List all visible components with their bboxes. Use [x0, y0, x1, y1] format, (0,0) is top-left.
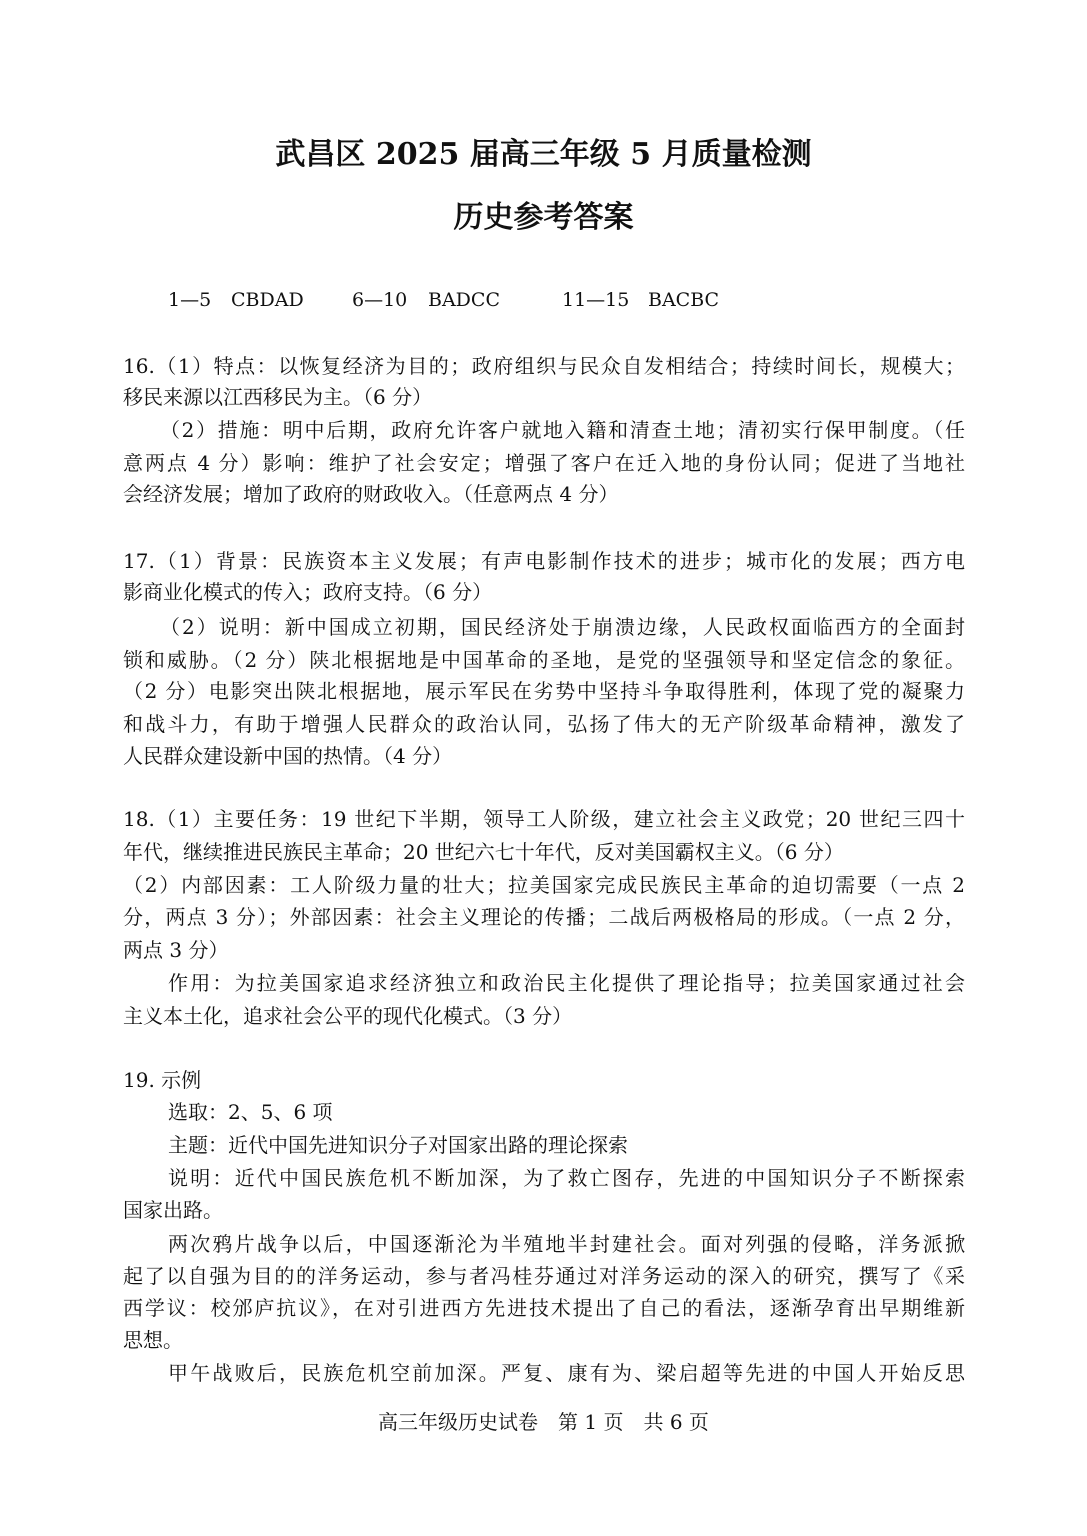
- text-line: 年代，继续推进民族民主革命；20 世纪六七十年代，反对美国霸权主义。（6 分）: [123, 840, 844, 864]
- text-line: 18.（1）主要任务：19 世纪下半期，领导工人阶级，建立社会主义政党；20 世纪三四十: [123, 807, 965, 831]
- answer-letters: BADCC: [428, 289, 500, 311]
- text-line: 主题：近代中国先进知识分子对国家出路的理论探索: [168, 1133, 628, 1157]
- text-line: 说明：近代中国民族危机不断加深，为了救亡图存，先进的中国知识分子不断探索: [168, 1166, 965, 1190]
- text-line: 起了以自强为目的的洋务运动，参与者冯桂芬通过对洋务运动的深入的研究，撰写了《采: [123, 1264, 965, 1288]
- text-line: 17.（1）背景：民族资本主义发展；有声电影制作技术的进步；城市化的发展；西方电: [123, 549, 965, 573]
- text-line: 影商业化模式的传入；政府支持。（6 分）: [123, 580, 493, 604]
- document-title: 武昌区 2025 届高三年级 5 月质量检测: [275, 137, 812, 172]
- text-line: （2）内部因素：工人阶级力量的壮大；拉美国家完成民族民主革命的迫切需要（一点 2: [123, 873, 965, 897]
- text-line: 移民来源以江西移民为主。（6 分）: [123, 385, 433, 409]
- text-line: 19. 示例: [123, 1068, 202, 1092]
- text-line: 西学议：校邠庐抗议》，在对引进西方先进技术提出了自己的看法，逐渐孕育出早期维新: [123, 1296, 965, 1320]
- document-subtitle: 历史参考答案: [453, 200, 634, 235]
- text-line: 两点 3 分）: [123, 938, 229, 962]
- text-line: 甲午战败后，民族危机空前加深。严复、康有为、梁启超等先进的中国人开始反思: [168, 1361, 965, 1385]
- text-line: 分，两点 3 分）；外部因素：社会主义理论的传播；二战后两极格局的形成。（一点 2 分，: [123, 905, 965, 929]
- text-line: 国家出路。: [123, 1198, 223, 1222]
- text-line: 作用：为拉美国家追求经济独立和政治民主化提供了理论指导；拉美国家通过社会: [168, 971, 965, 995]
- text-line: （2）措施：明中后期，政府允许客户就地入籍和清查土地；清初实行保甲制度。（任: [160, 418, 965, 442]
- text-line: 会经济发展；增加了政府的财政收入。（任意两点 4 分）: [123, 482, 619, 506]
- text-line: （2 分）电影突出陕北根据地，展示军民在劣势中坚持斗争取得胜利，体现了党的凝聚力: [123, 679, 965, 703]
- text-line: 意两点 4 分）影响：维护了社会安定；增强了客户在迁入地的身份认同；促进了当地社: [123, 451, 965, 475]
- answer-range: 11—15: [562, 289, 630, 311]
- text-line: 选取：2、5、6 项: [168, 1100, 333, 1124]
- text-line: 人民群众建设新中国的热情。（4 分）: [123, 744, 453, 768]
- text-line: 两次鸦片战争以后，中国逐渐沦为半殖地半封建社会。面对列强的侵略，洋务派掀: [168, 1232, 965, 1256]
- answer-range: 6—10: [352, 289, 408, 311]
- answer-range: 1—5: [168, 289, 212, 311]
- text-line: 和战斗力，有助于增强人民群众的政治认同，弘扬了伟大的无产阶级革命精神，激发了: [123, 712, 965, 736]
- text-line: （2）说明：新中国成立初期，国民经济处于崩溃边缘，人民政权面临西方的全面封: [160, 615, 965, 639]
- answer-letters: CBDAD: [231, 289, 304, 311]
- text-line: 主义本土化，追求社会公平的现代化模式。（3 分）: [123, 1004, 573, 1028]
- text-line: 16.（1）特点：以恢复经济为目的；政府组织与民众自发相结合；持续时间长，规模大；: [123, 354, 965, 378]
- text-line: 思想。: [123, 1328, 183, 1352]
- page-footer: 高三年级历史试卷 第 1 页 共 6 页: [378, 1410, 709, 1434]
- answer-letters: BACBC: [648, 289, 720, 311]
- text-line: 锁和威胁。（2 分）陕北根据地是中国革命的圣地，是党的坚强领导和坚定信念的象征。: [123, 648, 965, 672]
